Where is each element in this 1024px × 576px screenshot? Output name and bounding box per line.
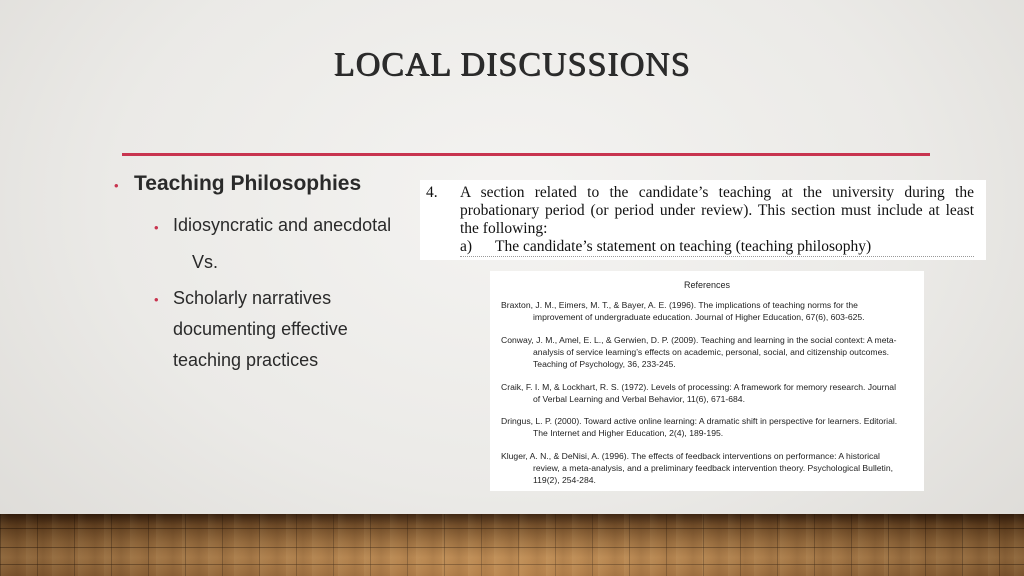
reference-line: Dringus, L. P. (2000). Toward active online learning: A dramatic shift in perspective for learners. Editorial.: [501, 416, 898, 426]
reference-item: [501, 334, 921, 370]
bullet-sub-scholarly-line3: teaching practices: [173, 350, 319, 370]
policy-excerpt-image: [420, 180, 986, 260]
reference-line: Braxton, J. M., Eimers, M. T., & Bayer, A. E. (1996). The implications of teaching norms for the: [501, 300, 858, 310]
title-divider: [122, 153, 930, 156]
reference-line: 119(2), 254-284.: [533, 475, 596, 485]
reference-line: review, a meta-analysis, and a preliminary feedback intervention theory. Psychological Bulletin,: [533, 463, 894, 473]
bullet-sub-scholarly-line2: documenting effective: [173, 319, 348, 339]
reference-item: [501, 415, 921, 439]
slide-title: LOCAL DISCUSSIONS: [333, 46, 691, 83]
versus-label: Vs.: [192, 252, 219, 272]
bullet-main: Teaching Philosophies: [134, 172, 362, 195]
excerpt-cutoff: [460, 256, 974, 260]
bullet-sub-anecdotal: Idiosyncratic and anecdotal: [173, 215, 392, 235]
bullet-dot: •: [154, 220, 159, 235]
wood-floor-decoration: [0, 514, 1024, 576]
references-image: [490, 271, 924, 491]
bullet-sub-scholarly-line1: Scholarly narratives: [173, 288, 332, 308]
reference-line: of Verbal Learning and Verbal Behavior, 11(6), 671-684.: [533, 394, 745, 404]
reference-item: [501, 299, 921, 323]
references-heading: References: [683, 280, 731, 290]
reference-line: improvement of undergraduate education. Journal of Higher Education, 67(6), 603-625.: [533, 312, 865, 322]
reference-line: Teaching of Psychology, 36, 233-245.: [533, 359, 676, 369]
reference-line: Conway, J. M., Amel, E. L., & Gerwien, D. P. (2009). Teaching and learning in the social context: A meta-: [501, 335, 897, 345]
reference-item: [501, 381, 921, 405]
reference-line: analysis of service learning’s effects on academic, personal, social, and citizenship outcomes.: [533, 347, 890, 357]
floor-shading: [0, 514, 1024, 576]
reference-line: Craik, F. I. M, & Lockhart, R. S. (1972). Levels of processing: A framework for memory research. Journal: [501, 382, 896, 392]
excerpt-item-text: The candidate’s statement on teaching (teaching philosophy): [495, 238, 872, 255]
reference-line: Kluger, A. N., & DeNisi, A. (1996). The effects of feedback interventions on performance: A historical: [501, 451, 880, 461]
excerpt-item-letter: a): [460, 238, 473, 255]
bullet-sub-scholarly: [173, 283, 348, 376]
reference-line: The Internet and Higher Education, 2(4), 189-195.: [533, 428, 724, 438]
reference-item: [501, 450, 921, 486]
excerpt-body: A section related to the candidate’s teaching at the university during the probationary period (or period under review). This section must include at least the following:: [460, 184, 974, 237]
bullet-dot: •: [114, 178, 119, 193]
excerpt-number: 4.: [426, 184, 438, 201]
bullet-dot: •: [154, 292, 159, 307]
